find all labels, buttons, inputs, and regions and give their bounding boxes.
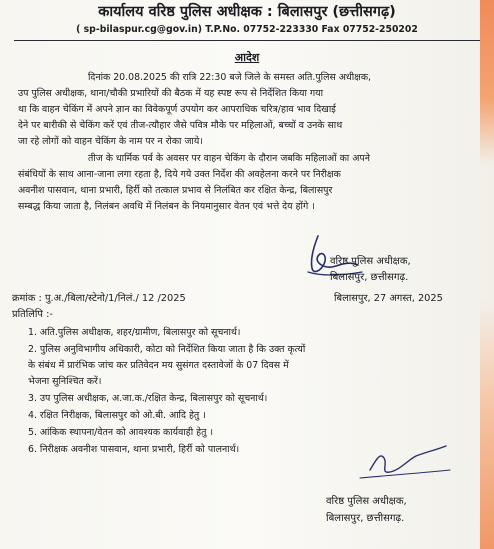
signature1-place: बिलासपुर, छत्तीसगढ़. [330, 272, 409, 283]
contact-line: ( sp-bilaspur.cg@gov.in) T.P.No. 07752-223330 Fax 07752-250202 [76, 24, 418, 35]
para2-line: संबंधियों के साथ आना-जाना लगा रहता है, दिये गये उक्त निर्देश की अवहेलना करने पर निरीक्षक [18, 169, 341, 180]
order-title: आदेश [234, 51, 260, 64]
para1-line: उप पुलिस अधीक्षक, थाना/चौकी प्रभारियों की बैठक में यह स्पष्ट रूप से निर्देशित किया गया [18, 88, 324, 99]
copy-to-item: 5. आंकिक स्थापना/वेतन को आवश्यक कार्यवाही हेतु । [28, 427, 213, 438]
para2-line: तीज के धार्मिक पर्व के अवसर पर वाहन चेकिंग के दौरान जबकि महिलाओं का अपने [88, 153, 370, 164]
edge-accent [480, 0, 494, 549]
copy-to-item: 6. निरीक्षक अवनीश पासवान, थाना प्रभारी, हिर्री को पालनार्थ। [28, 444, 240, 455]
reference-number: क्रमांक : पु.अ./बिला/स्टेनो/1/निलं./ 12 /2025 [12, 293, 186, 304]
header-rule [14, 40, 480, 41]
signature2-place: बिलासपुर, छत्तीसगढ़. [326, 513, 405, 524]
para1-line: देने पर बारीकी से चेकिंग करें एवं तीज-त्यौहार जैसे पवित्र मौके पर महिलाओं, बच्चों व उनके साथ [18, 120, 343, 131]
para2-line: अवनीश पासवान, थाना प्रभारी, हिर्री को तत्काल प्रभाव से निलंबित कर रक्षित केन्द्र, बिलासपुर [18, 185, 333, 196]
para2-line: सम्बद्ध किया जाता है, निलंबन अवधि में निलंबन के नियमानुसार वेतन एवं भत्ते देय होंगे । [18, 201, 315, 212]
para1-line: था कि वाहन चेकिंग में अपने ज्ञान का विवेकपूर्ण उपयोग कर आपराधिक चरित्र/हाव भाव दिखाई [18, 104, 336, 115]
copy-to-item: 4. रक्षित निरीक्षक, बिलासपुर को ओ.बी. आदि हेतु । [28, 410, 206, 421]
signature1-designation: वरिष्ठ पुलिस अधीक्षक, [330, 256, 411, 267]
para1-line: जा रहे लोगों को वाहन चेकिंग के नाम पर न रोका जाये। [18, 136, 203, 147]
copy-to-item: के संबंध में प्रारंभिक जांच कर प्रतिवेदन मय सुसंगत दस्तावेजों के 07 दिवस में [28, 360, 289, 371]
signature2-designation: वरिष्ठ पुलिस अधीक्षक, [326, 496, 407, 507]
copy-to-item: 1. अति.पुलिस अधीक्षक, शहर/ग्रामीण, बिलासपुर को सूचनार्थ। [28, 327, 241, 338]
office-title: कार्यालय वरिष्ठ पुलिस अधीक्षक : बिलासपुर (छत्तीसगढ़) [98, 4, 396, 20]
copy-to-item: 3. उप पुलिस अधीक्षक, अ.जा.क./रक्षित केन्द्र, बिलासपुर को सूचनार्थ। [28, 393, 268, 404]
reference-date: बिलासपुर, 27 अगस्त, 2025 [334, 293, 443, 304]
copy-to-item: भेजना सुनिश्चित करें। [28, 376, 102, 387]
copy-to-label: प्रतिलिपि :- [12, 309, 53, 320]
handwritten-signature [350, 440, 460, 484]
copy-to-item: 2. पुलिस अनुविभागीय अधिकारी, कोटा को निर्देशित किया जाता है कि उक्त कृत्यों [28, 344, 306, 355]
para1-line: दिनांक 20.08.2025 की रात्रि 22:30 बजे जिले के समस्त अति.पुलिस अधीक्षक, [88, 72, 372, 83]
